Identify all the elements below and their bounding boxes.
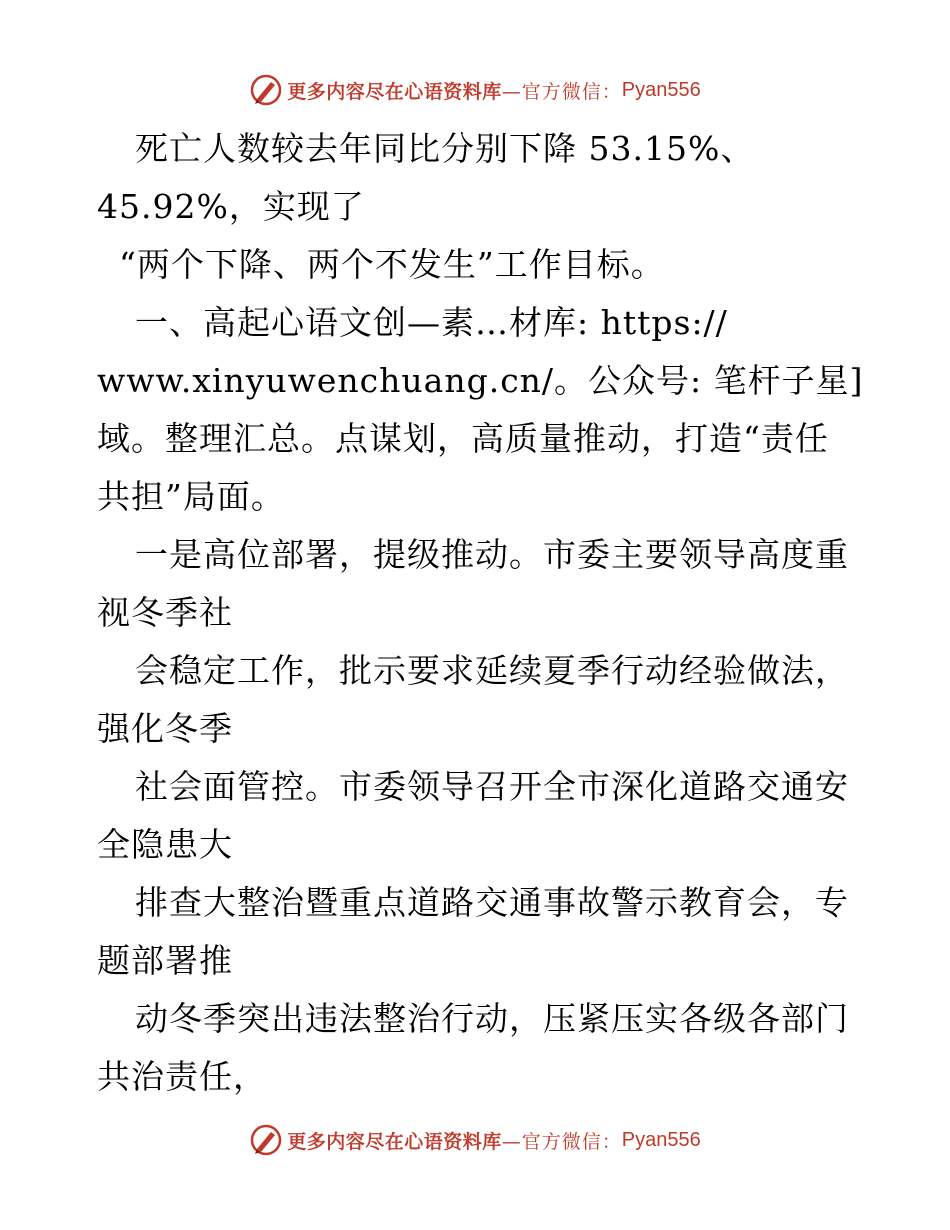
watermark-footer — [0, 1120, 950, 1160]
watermark-wechat-label: —官方微信： — [501, 80, 622, 103]
watermark-wechat-id: Pyan556 — [621, 78, 701, 101]
text-line: 共治责任， — [97, 1057, 267, 1096]
text-line: www.xinyuwenchuang.cn/。公众号: 笔杆子星] — [97, 361, 864, 400]
text-line: 社会面管控。市委领导召开全市深化道路交通安 — [135, 767, 849, 806]
text-line: “两个下降、两个不发生”工作目标。 — [119, 245, 665, 284]
watermark-text: 更多内容尽在心语资料库 — [287, 80, 502, 103]
text-line: 死亡人数较去年同比分别下降 53.15%、 — [135, 129, 755, 168]
watermark-wechat-id: Pyan556 — [621, 1128, 701, 1151]
watermark-header — [0, 70, 950, 110]
text-line: 域。整理汇总。点谋划，高质量推动，打造“责任 — [97, 419, 829, 458]
text-line: 一是高位部署，提级推动。市委主要领导高度重 — [135, 535, 849, 574]
watermark-text: 更多内容尽在心语资料库 — [287, 1130, 502, 1153]
text-line: 动冬季突出违法整治行动，压紧压实各级各部门 — [135, 999, 849, 1038]
pen-logo-icon — [249, 73, 283, 107]
text-line: 强化冬季 — [97, 709, 233, 748]
text-line: 视冬季社 — [97, 593, 233, 632]
text-line: 一、高起心语文创—素…材库: https:// — [135, 303, 728, 342]
text-line: 会稳定工作，批示要求延续夏季行动经验做法， — [135, 651, 849, 690]
text-line: 排查大整治暨重点道路交通事故警示教育会，专 — [135, 883, 849, 922]
watermark-wechat-label: —官方微信： — [501, 1130, 622, 1153]
text-line: 题部署推 — [97, 941, 233, 980]
text-line: 45.92%，实现了 — [97, 187, 365, 226]
text-line: 共担”局面。 — [97, 477, 285, 516]
document-body — [97, 120, 864, 1106]
pen-logo-icon — [249, 1123, 283, 1157]
text-line: 全隐患大 — [97, 825, 233, 864]
